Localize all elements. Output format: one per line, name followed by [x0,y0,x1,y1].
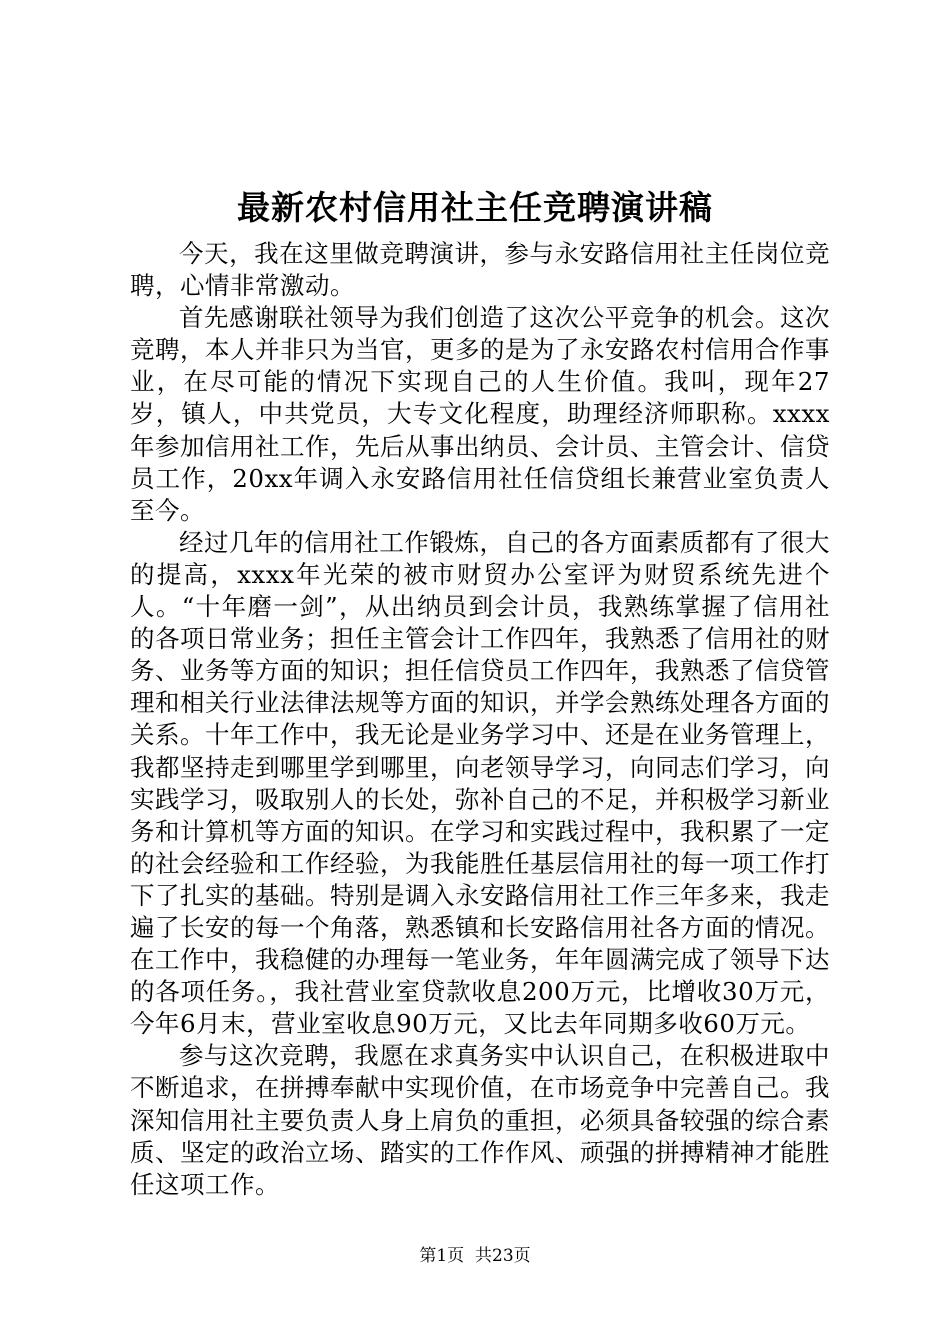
paragraph: 首先感谢联社领导为我们创造了这次公平竞争的机会。这次竞聘，本人并非只为当官，更多的是为了永安路农村信用合作事业，在尽可能的情况下实现自己的人生价值。我叫，现年27岁，镇人，中共党员，大专文化程度，助理经济师职称。xxxx年参加信用社工作，先后从事出纳员、会计员、主管会计、信贷员工作，20xx年调入永安路信用社任信贷组长兼营业室负责人至今。 [130,303,830,525]
page-total: 共23页 [475,1246,531,1266]
document-body [130,238,830,1201]
page-number: 第1页 [419,1246,465,1266]
paragraph: 今天，我在这里做竞聘演讲，参与永安路信用社主任岗位竞聘，心情非常激动。 [130,239,830,301]
paragraph: 经过几年的信用社工作锻炼，自己的各方面素质都有了很大的提高，xxxx年光荣的被市财贸办公室评为财贸系统先进个人。“十年磨一剑”，从出纳员到会计员，我熟练掌握了信用社的各项日常业务；担任主管会计工作四年，我熟悉了信用社的财务、业务等方面的知识；担任信贷员工作四年，我熟悉了信贷管理和相关行业法律法规等方面的知识，并学会熟练处理各方面的关系。十年工作中，我无论是业务学习中、还是在业务管理上，我都坚持走到哪里学到哪里，向老领导学习，向同志们学习，向实践学习，吸取别人的长处，弥补自己的不足，并积极学习新业务和计算机等方面的知识。在学习和实践过程中，我积累了一定的社会经验和工作经验，为我能胜任基层信用社的每一项工作打下了扎实的基础。特别是调入永安路信用社工作三年多来，我走遍了长安的每一个角落，熟悉镇和长安路信用社各方面的情况。在工作中，我稳健的办理每一笔业务，年年圆满完成了领导下达的各项任务。，我社营业室贷款收息200万元，比增收30万元，今年6月末，营业室收息90万元，又比去年同期多收60万元。 [130,527,830,1039]
page-title: 最新农村信用社主任竞聘演讲稿 [237,188,713,227]
paragraph: 参与这次竞聘，我愿在求真务实中认识自己，在积极进取中不断追求，在拼搏奉献中实现价值，在市场竞争中完善自己。我深知信用社主要负责人身上肩负的重担，必须具备较强的综合素质、坚定的政治立场、踏实的工作作风、顽强的拼搏精神才能胜任这项工作。 [130,1041,830,1199]
page-footer [0,1244,950,1268]
